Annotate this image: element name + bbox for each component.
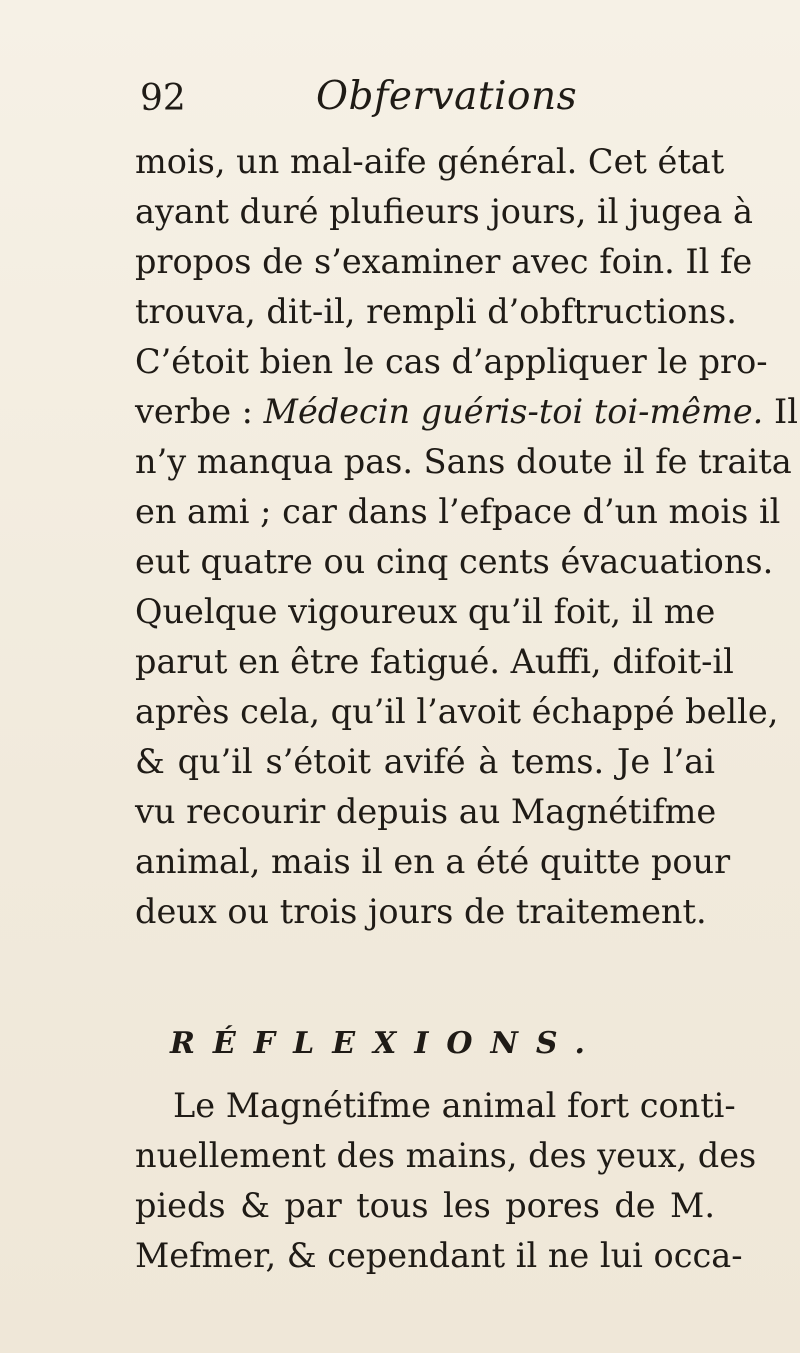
- text-line: parut en être fatigué. Auffi, difoit-il: [135, 642, 734, 681]
- proverb-after: Il: [763, 392, 798, 431]
- page-number: 92: [140, 78, 186, 119]
- text-line-proverb: [135, 392, 798, 432]
- text-line: & qu’il s’étoit avifé à tems. Je l’ai: [135, 742, 715, 781]
- text-line: après cela, qu’il l’avoit échappé belle,: [135, 692, 779, 731]
- text-line: deux ou trois jours de traitement.: [135, 892, 707, 931]
- text-line: en ami ; car dans l’efpace d’un mois il: [135, 492, 781, 531]
- text-line: eut quatre ou cinq cents évacuations.: [135, 542, 774, 581]
- text-line: propos de s’examiner avec foin. Il fe: [135, 242, 753, 281]
- text-line: C’étoit bien le cas d’appliquer le pro-: [135, 342, 768, 381]
- text-line: pieds & par tous les pores de M.: [135, 1186, 715, 1225]
- section-heading: RÉFLEXIONS.: [170, 1026, 603, 1061]
- page-header: [140, 70, 700, 130]
- text-line: nuellement des mains, des yeux, des: [135, 1136, 757, 1175]
- proverb-quote: Médecin guéris-toi toi-même.: [263, 392, 764, 431]
- text-line: trouva, dit-il, rempli d’obftructions.: [135, 292, 737, 331]
- running-title: Obfervations: [316, 74, 578, 119]
- text-line: animal, mais il en a été quitte pour: [135, 842, 731, 881]
- text-line: ayant duré plufieurs jours, il jugea à: [135, 192, 753, 231]
- text-line: Le Magnétifme animal fort conti-: [173, 1086, 736, 1125]
- text-line: mois, un mal-aife général. Cet état: [135, 142, 725, 181]
- text-line: Mefmer, & cependant il ne lui occa-: [135, 1236, 743, 1275]
- proverb-intro: verbe :: [135, 392, 253, 431]
- text-line: Quelque vigoureux qu’il foit, il me: [135, 592, 716, 631]
- text-line: vu recourir depuis au Magnétifme: [135, 792, 717, 831]
- text-line: n’y manqua pas. Sans doute il fe traita: [135, 442, 792, 481]
